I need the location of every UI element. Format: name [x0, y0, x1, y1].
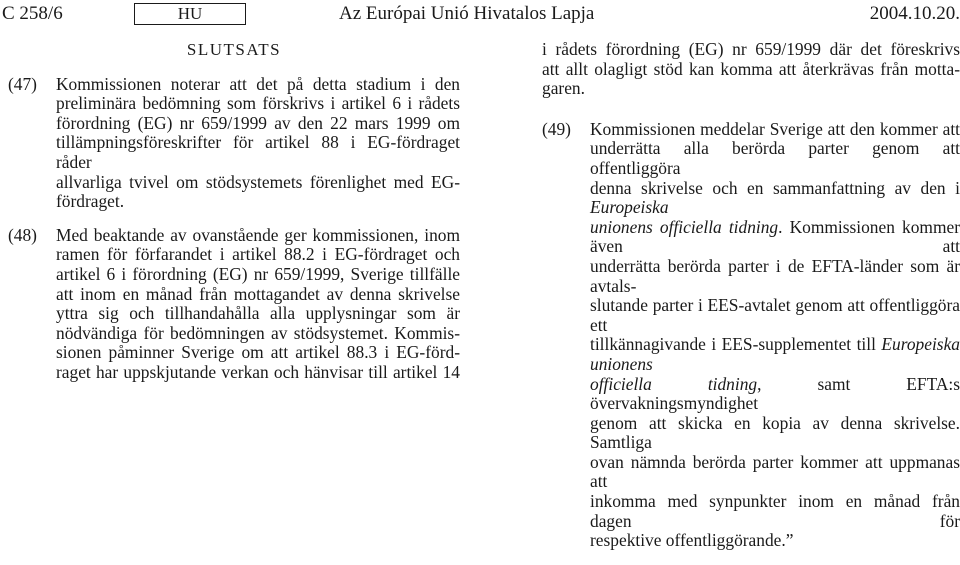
left-column	[8, 40, 460, 397]
text-line: slutande parter i EES-avtalet genom att offentliggöra ett	[590, 295, 960, 335]
text-line: ovan nämnda berörda parter kommer att uppmanas att	[590, 451, 960, 492]
paragraph-number: (48)	[8, 224, 37, 245]
text-line: att allt olagligt stöd kan komma att återkrävas från motta-	[542, 58, 960, 79]
paragraph-48-continuation	[542, 40, 960, 99]
text-line	[590, 179, 960, 218]
text-line: nödvändiga för bedömningen av stödsystemet. Kommis-	[56, 322, 460, 343]
section-heading: SLUTSATS	[186, 40, 282, 59]
text-line: att inom en månad från mottagandet av denna skrivelse	[56, 283, 460, 304]
paragraph-number: (47)	[8, 73, 37, 94]
text-line: inkomma med synpunkter inom en månad från dagen för	[590, 491, 960, 531]
text-line	[590, 218, 960, 257]
text-line: genom att skicka en kopia av denna skrivelse. Samtliga	[590, 412, 960, 453]
text-line: underrätta berörda parter i de EFTA-länder som är avtals-	[590, 255, 960, 296]
journal-name-italic: officiella tidning	[590, 373, 758, 394]
journal-reference: C 258/6	[2, 3, 63, 24]
text-line	[590, 335, 960, 374]
journal-name-italic: Europeiska unionens	[590, 334, 960, 374]
paragraph-48	[8, 226, 460, 383]
text-line: artikel 6 i förordning (EG) nr 659/1999, Sverige tillfälle	[56, 263, 460, 284]
language-badge: HU	[134, 3, 246, 25]
text-line: tillämpningsföreskrifter för artikel 88 i EG-fördraget råder	[56, 132, 460, 172]
text-line: Kommissionen meddelar Sverige att den kommer att	[590, 118, 960, 139]
journal-name-italic: unionens officiella tidning	[590, 216, 779, 237]
paragraph-text	[56, 226, 460, 383]
text-segment: , samt EFTA:s övervakningsmyndighet	[590, 373, 960, 414]
text-line: allvarliga tvivel om stödsystemets förenlighet med EG-	[56, 171, 460, 192]
text-segment: denna skrivelse och en sammanfattning av den i	[590, 177, 960, 198]
text-line: preliminära bedömning som förskrivs i artikel 6 i rådets	[56, 93, 460, 114]
paragraph-text	[590, 120, 960, 551]
right-column	[542, 40, 960, 565]
text-line: yttra sig och tillhandahålla alla upplysningar som är	[56, 303, 460, 324]
text-line: förordning (EG) nr 659/1999 av den 22 mars 1999 om	[56, 112, 460, 133]
text-line: i rådets förordning (EG) nr 659/1999 där det föreskrivs	[542, 39, 960, 59]
text-line: garen.	[542, 78, 585, 99]
text-line: Med beaktande av ovanstående ger kommissionen, inom	[56, 224, 460, 245]
text-line	[590, 375, 960, 414]
publication-date: 2004.10.20.	[869, 3, 960, 24]
text-line: Kommissionen noterar att det på detta stadium i den	[56, 73, 460, 94]
text-line: sionen påminner Sverige om att artikel 88.3 i EG-förd-	[56, 342, 460, 363]
text-line: ramen för förfarandet i artikel 88.2 i EG-fördraget och	[56, 244, 460, 265]
text-line: respektive offentliggörande.”	[590, 530, 794, 551]
text-line: fördraget.	[56, 191, 125, 212]
text-segment: . Kommissionen kommer även att	[590, 216, 960, 257]
paragraph-number: (49)	[542, 118, 571, 139]
page-header	[0, 0, 960, 28]
text-segment: tillkännagivande i EES-supplementet till	[590, 334, 876, 355]
paragraph-49	[542, 120, 960, 551]
paragraph-text	[56, 75, 460, 212]
journal-title: Az Európai Unió Hivatalos Lapja	[339, 3, 595, 24]
journal-name-italic: Europeiska	[590, 197, 669, 218]
text-line: underrätta alla berörda parter genom att offentliggöra	[590, 138, 960, 178]
paragraph-47	[8, 75, 460, 212]
text-line: raget har uppskjutande verkan och hänvisar till artikel 14	[56, 361, 460, 382]
